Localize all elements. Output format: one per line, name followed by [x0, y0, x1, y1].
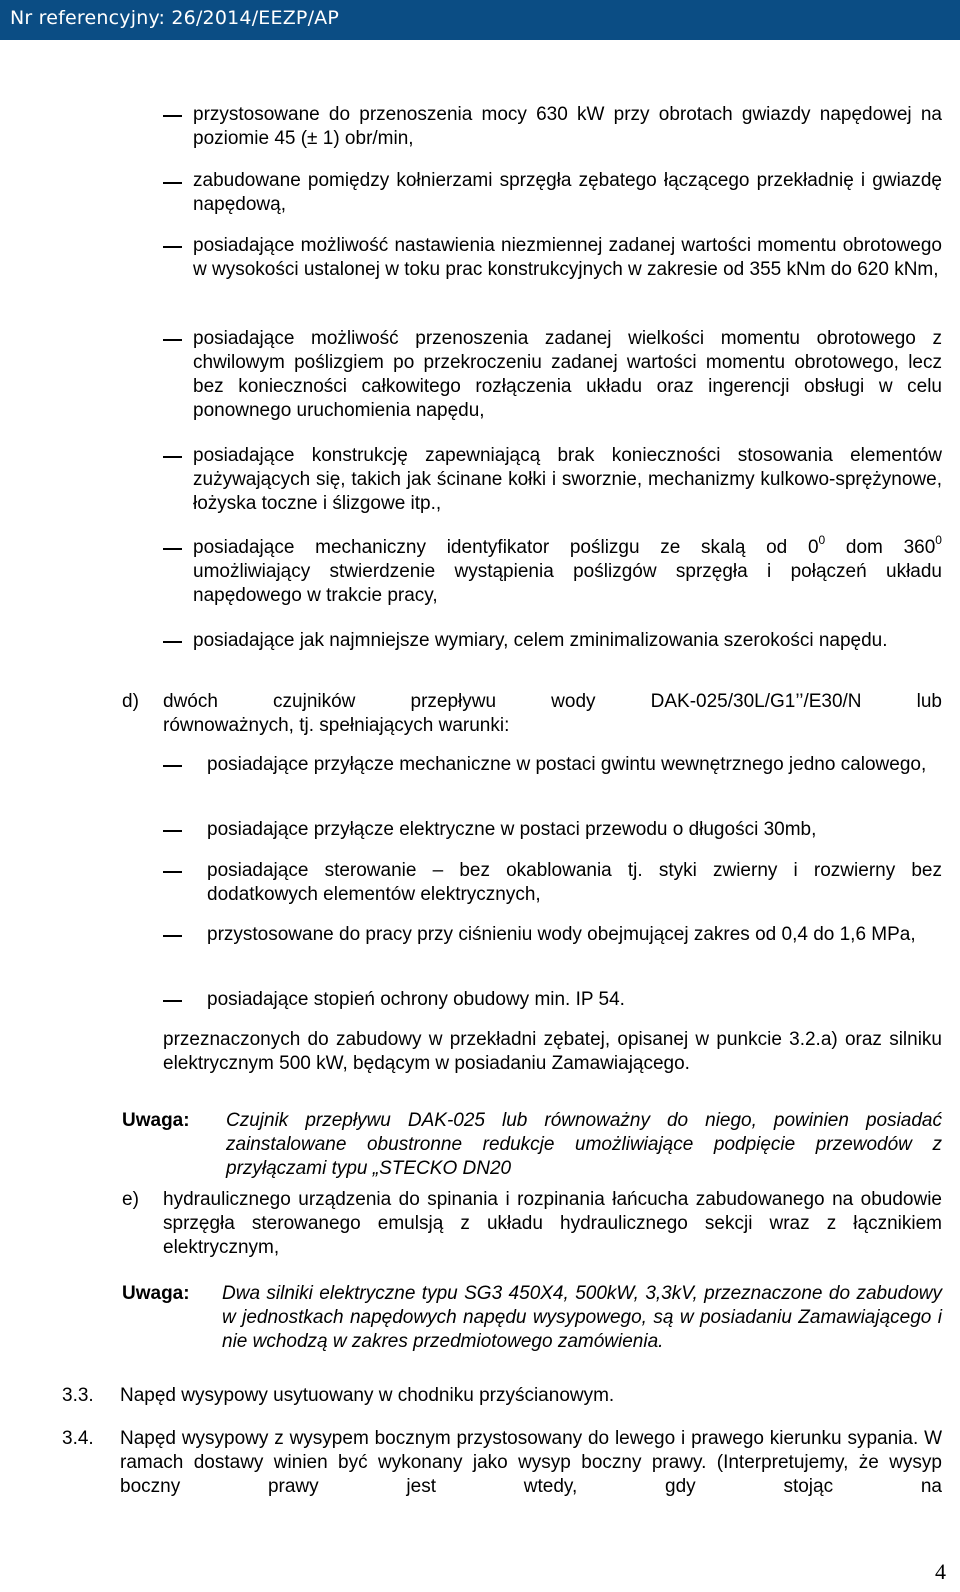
section-3-4-text: Napęd wysypowy z wysypem bocznym przystosowany do lewego i prawego kierunku sypania. W ramach dostawy winien być wykonany jako wysyp boczny prawy. (Interpretujemy, że wysyp boczny prawy jest wtedy, gdy stojąc na: [120, 1428, 942, 1497]
list-item: przystosowane do pracy przy ciśnieniu wody obejmującej zakres od 0,4 do 1,6 MPa,: [207, 924, 916, 945]
uwaga-note: Czujnik przepływu DAK-025 lub równoważny do niego, powinien posiadać zainstalowane obustronne redukcje umożliwiające podpięcie przewodów z przyłączami typu „STECKO DN20: [226, 1110, 942, 1179]
list-item: posiadające stopień ochrony obudowy min. IP 54.: [207, 989, 625, 1010]
page-number: 4: [935, 1559, 946, 1584]
dash-bullet: [163, 871, 182, 873]
identyfikator-first-line: posiadające mechaniczny identyfikator poślizgu ze skalą od $0^0$ dom $360^0$: [193, 533, 942, 558]
dash-bullet: [163, 765, 182, 767]
dash-bullet: [163, 548, 182, 550]
list-item: posiadające możliwość przenoszenia zadanej wielkości momentu obrotowego z chwilowym poślizgiem po przekroczeniu zadanej wartości momentu obrotowego, lecz bez konieczności całkowitego rozłączenia układu oraz ingerencji obsługi w celu ponownego uruchomienia napędu,: [193, 328, 942, 421]
list-item: zabudowane pomiędzy kołnierzami sprzęgła zębatego łączącego przekładnię i gwiazdę napędową,: [193, 170, 942, 215]
dash-bullet: [163, 115, 182, 117]
section-3-3-number: 3.3.: [62, 1385, 94, 1406]
dash-bullet: [163, 456, 182, 458]
section-3-3-text: Napęd wysypowy usytuowany w chodniku przyścianowym.: [120, 1385, 615, 1406]
list-item: posiadające sterowanie – bez okablowania tj. styki zwierny i rozwierny bez dodatkowych elementów elektrycznych,: [207, 860, 942, 905]
list-item: posiadające przyłącze elektryczne w postaci przewodu o długości 30mb,: [207, 819, 817, 840]
dash-bullet: [163, 935, 182, 937]
uwaga-label: Uwaga:: [122, 1110, 190, 1131]
section-d-label: d): [122, 691, 139, 712]
section-d-intro-line1: dwóch czujników przepływu wody DAK-025/30L/G1’’/E30/N lub: [163, 691, 942, 712]
uwaga-label: Uwaga:: [122, 1283, 190, 1304]
list-item-identyfikator: [193, 533, 942, 608]
section-e-text: hydraulicznego urządzenia do spinania i rozpinania łańcucha zabudowanego na obudowie sprzęgła sterowanego emulsją z układu hydraulicznego sekcji wraz z łącznikiem elektrycznym,: [163, 1189, 942, 1258]
reference-number: Nr referencyjny: 26/2014/EEZP/AP: [10, 7, 340, 29]
section-d-intro: [163, 690, 942, 738]
list-item: posiadające konstrukcję zapewniającą brak konieczności stosowania elementów zużywających się, takich jak ścinane kołki i sworznie, mechanizmy kulkowo-sprężynowe, łożyska toczne i ślizgowe itp.,: [193, 445, 942, 514]
list-item: posiadające możliwość nastawienia niezmiennej zadanej wartości momentu obrotowego w wysokości ustalonej w toku prac konstrukcyjnych w zakresie od 355 kNm do 620 kNm,: [193, 235, 942, 280]
section-d-closing: przeznaczonych do zabudowy w przekładni zębatej, opisanej w punkcie 3.2.a) oraz silniku elektrycznym 500 kW, będącym w posiadaniu Zamawiającego.: [163, 1029, 942, 1074]
dash-bullet: [163, 830, 182, 832]
section-3-4-number: 3.4.: [62, 1428, 94, 1449]
section-d-intro-line2: równoważnych, tj. spełniających warunki:: [163, 715, 510, 736]
dash-bullet: [163, 339, 182, 341]
identyfikator-rest: umożliwiający stwierdzenie wystąpienia poślizgów sprzęgła i połączeń układu napędowego w trakcie pracy,: [193, 561, 942, 606]
uwaga-note: Dwa silniki elektryczne typu SG3 450X4, 500kW, 3,3kV, przeznaczone do zabudowy w jednostkach napędowych napędu wysypowego, są w posiadaniu Zamawiającego i nie wchodzą w zakres przedmiotowego zamówienia.: [222, 1283, 942, 1352]
list-item: posiadające jak najmniejsze wymiary, celem zminimalizowania szerokości napędu.: [193, 630, 888, 651]
dash-bullet: [163, 1000, 182, 1002]
list-item: przystosowane do przenoszenia mocy 630 kW przy obrotach gwiazdy napędowej na poziomie 45 (± 1) obr/min,: [193, 104, 942, 149]
list-item: posiadające przyłącze mechaniczne w postaci gwintu wewnętrznego jedno calowego,: [207, 754, 927, 775]
dash-bullet: [163, 641, 182, 643]
section-e-label: e): [122, 1189, 139, 1210]
dash-bullet: [163, 246, 182, 248]
dash-bullet: [163, 182, 182, 184]
